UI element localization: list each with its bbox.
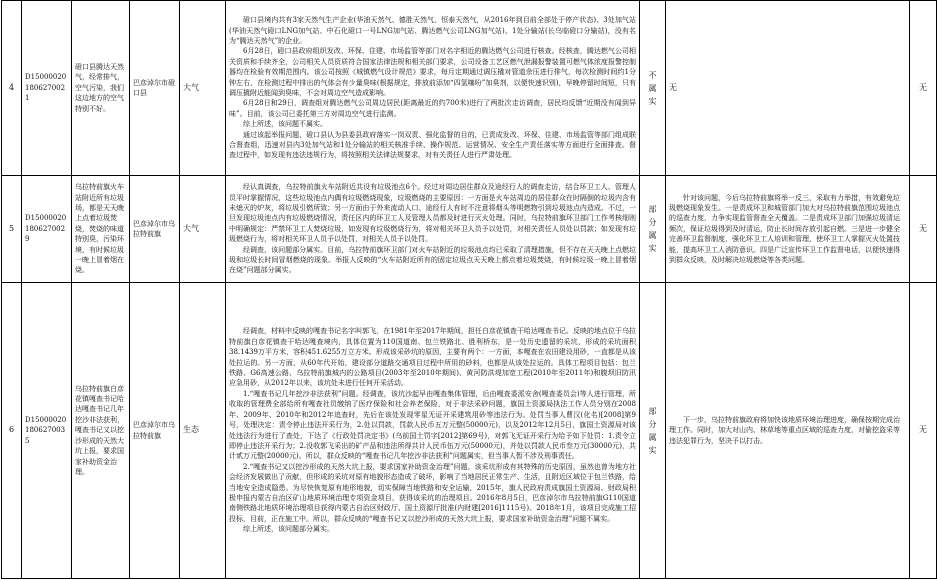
verdict-text: 不属实 [648,70,657,106]
detail-paragraph: 6月28日，磴口县政府组织发改、环保、住建、市场监管等部门对名字相近的腾达燃气公司进行核查。经核查，腾达燃气公司相关资质和手续齐全，公司相关人员资质符合国家法律法规和相关部门要求，公司设备工艺区燃气泄漏报警装置可燃气体浓度报警控制器均在检验有效期范围内。该公司按照《城镇燃气设计规范》要求，每月定期通过调压撬对管道余压进行排气，每次检测时间约1分钟左右，在检测过程中排出的气体会有少量臭味(根据规定，排放前添加“四氢噻吩”加臭剂，以便快速识别)，早晚停留时间短，只有调压撬附近能闻到臭味，不会对周边空气造成影响。 [229,47,636,97]
region: 巴彦淖尔市乌拉特前旗 [130,176,180,283]
pollution-type: 大气 [180,176,226,283]
pollution-type: 大气 [180,1,226,176]
issue-text: 磴口县腾达天然气，经常排气，空气污染，我们这边地方的空气特别不好。 [72,1,130,176]
case-id: D150000201806270029 [22,176,72,283]
issue-text: 乌拉特前旗白彦花镇嘎查书记哈达嘎查书记几年挖沙非法获利，嘎查书记又以挖沙形成的天然大坑上报，要求国家补助资金治理。 [72,283,130,579]
detail-paragraph: 经认真调查，乌拉特前旗火车站附近共设有垃圾池点6个。经过对周边居住群众及途经行人的调查走访，结合环卫工人、管理人员平时掌握情况，这些垃圾池点内偶有垃圾燃烧现象，垃圾燃烧的主要原因：一方面是火车站周边的居住群众在时隔倒的垃圾内含有未熄灭的炉灰，将垃圾引燃所致；另一方面由于外来流动人口、途经行人有时不注意将烟头等明燃物引到垃圾池点内造成。不过，一旦发现垃圾池点内有垃圾燃烧情况，责任区内的环卫工人及管理人员都及时进行灭火处理。同时，乌拉特前旗环卫部门工作考核细则中明确规定：严禁环卫工人焚烧垃圾，如发现有垃圾燃烧行为，将对相关环卫人员予以处罚，对相关责任人员处以罚款；如发现有垃圾燃烧行为，将对相关环卫人员予以处罚，对相关人员予以处罚。 [229,183,636,244]
detail-paragraph: 综上所述，该问题部分属实。 [243,525,334,534]
pollution-type: 生态 [180,283,226,579]
issue-text: 乌拉特前旗火车站附近所有垃圾场，都是天天晚上点着垃圾焚烧，焚烧的味道特别臭，污染环境，有时候垃圾一晚上冒着烟在烧。 [72,176,130,283]
investigation-detail [226,176,640,283]
remark: 无 [910,283,937,579]
verdict [640,283,666,579]
detail-paragraph: 磴口县境内共有3家天然气生产企业(华油天然气、德胜天然气、恒泰天然气，从2016年到目前全部处于停产状态)、3处加气站(华油天然气磴口LNG加气站、中石化磴口一号LNG加气站、腾达燃气公司LNG加气站)、1处分输站(长乌临磴口分输站)，没有名为“腾达天然气”的企业。 [229,16,636,45]
detail-paragraph: 6月28日和29日，调查组对腾达燃气公司周边居民(距离最近的约700米)进行了两批次走访调查，居民均反馈“近期没有闻到异味”。目前，该公司已委托第三方对周边空气进行监测。 [229,99,636,118]
detail-paragraph: 2.“嘎查书记又以挖沙形成的天然大坑上报，要求国家补助资金治理”问题。该采坑形成有其特殊的历史原因，虽然也曾为地方社会经济发展做出了贡献，但形成的采坑对原有地貌形态造成了破坏，影响了当地居民正常生产、生活，且附近区域位于包兰铁路，给当地安全造成隐患。为尽快恢复原有地形地貌，切实保障当地铁路和安全运输，2015年，旗人民政府责成旗国土资源局、财政局积极申报内蒙古自治区矿山地质环境治理专项资金项目，获得该采坑的治理项目。2016年8月5日，巴彦淖尔市乌拉特前旗G110国道南侧铁路北地质环境治理项目获得内蒙古自治区财政厅、国土资源厅批准(内财建[2016]1115号)。2018年1月，该项目完成施工招投标，目前，正在施工中。所以，群众反映的“嘎查书记又以挖沙形成的天然大坑上报，要求国家补助资金治理”问题不属实。 [229,462,636,523]
remark: 无 [910,1,937,176]
row-index: 6 [2,283,22,579]
region: 巴彦淖尔市乌拉特前旗 [130,283,180,579]
verdict [640,1,666,176]
action-taken [666,176,910,283]
case-id: D150000201806270035 [22,283,72,579]
action-paragraph: 下一步，乌拉特前旗政府将加快该地质环境治理进度，确保按期完成治理工作。同时，加大对山内、林草地等重点区域的巡查力度，对偷挖盗采等违法犯罪行为，坚决予以打击。 [669,415,900,445]
investigation-detail [226,283,640,579]
complaint-table [1,0,937,579]
case-id: D150000201806270021 [22,1,72,176]
investigation-detail [226,1,640,176]
verdict-text: 部分属实 [648,205,657,253]
table-row [2,176,937,283]
table-row [2,283,937,579]
detail-paragraph: 1.“嘎查书记几年挖沙非法获利”问题。经调查，该坑沙起早由嘎查集体管理，后由嘎查委派安舍(嘎查委员会)等人进行管理，所收取的管理费全部给所有嘎查社员缴纳了医疗保险和社会养老保险，对于非法采砂问题，旗国土资源局执法工作人员分别在2008年、2009年、2010年和2012年追查时，先后在该处发现零星无证开采建筑用砂等违法行为。处罚当事人曹汉(化名)[2008]第9号，处理决定：责令停止违法开采行为，2.处以罚款，罚款人民币五万元整(50000元)，以及2012年12月5日，旗国土资源局对该处违法行为进行了查处，下达了《行政处罚决定书》(乌前国土罚字[2012]第69号)，对郭飞无证开采行为给予如下处罚：1.责令立即停止违法开采行为；2.没收郭飞采出的矿产品和违法所得共计人民币伍万元(50000元)，并处以罚款人民币叁万元(30000元)，共计贰万元整(20000元)。所以，群众反映的“嘎查书记几年挖沙非法获利”问题属实，但当事人暂不涉及刑事责任。 [229,389,636,461]
verdict-text: 部分属实 [648,406,657,455]
detail-paragraph: 通过该起举报问题，磴口县认为县委县政府落实一岗双责、强化监督的目的，已责成发改、环保、住建、市场监管等部门组成联合督查组，迅速对县内3处加气站和1处分输站的相关核准手续、操作规范、运营情况、安全生产责任落实等方面进行全面排查。督查过程中，如发现有违法违规行为，将按照相关法律法规要求，对有关责任人进行严肃处理。 [229,130,636,160]
action-taken: 无 [666,1,910,176]
detail-paragraph: 经调查，该问题部分属实。目前，乌拉特前旗环卫部门对火车站附近的垃圾池点均已采取了清理措施，但不存在天天晚上点燃垃圾和垃圾长时间冒烟燃烧的现象。举报人反映的“火车站附近所有的固定垃圾点天天晚上都点着垃圾焚烧，有时候垃圾一晚上冒着烟在烧”问题部分属实。 [229,245,636,275]
region: 巴彦淖尔市磴口县 [130,1,180,176]
row-index: 4 [2,1,22,176]
verdict [640,176,666,283]
action-paragraph: 针对该问题，今后乌拉特前旗将举一反三，采取有力举措，有效避免垃圾燃烧现象发生。一是责成环卫和城管部门加大对乌拉特前旗范围垃圾池点的巡查力度，力争实现监管督查全天覆盖。二是责成环卫部门加强垃圾清运频次，保证垃圾得到及时清运，防止长时间存放引起自燃。三是进一步健全完善环卫监督制度，强化环卫工人培训和管理，使环卫工人掌握灭火处置技能，提高环卫工人消防意识。四是广泛宣传环卫工作监督电话，以便快速得到群众反映，及时解决垃圾燃烧等各类问题。 [669,193,900,265]
remark: 无 [910,176,937,283]
detail-paragraph: 经调查，材料中反映的嘎查书记名字叫郭飞，在1981年至2017年期间，担任白彦花镇查干哈达嘎查书记。反映的地点位于乌拉特前旗白彦花镇查干哈达嘎查境内，具体位置为110国道南、包兰铁路北、胜利桥东，是一处历史遗留的采坑，形成的采坑面积38.1439万平方米，容积451.6255万立方米。形成该采砂坑的原因，主要有两个：一方面，本嘎查在农田建设用砂，一直都是从该处拉运的。另一方面，从60年代开始，建设部分道路交通项目过程中所用的砂料，也都是从该处拉运的。具体工程项目包括：包兰铁路、G6高速公路、乌拉特前旗城内的公路项目(2003年至2010年期间)、黄河防洪堤加宽工程(2010年至2011年)和腹坝旧防汛应急用砂，从2012年以来，该坑处未进行任何开采活动。 [229,327,636,388]
action-taken [666,283,910,579]
detail-paragraph: 综上所述，该问题不属实。 [243,120,327,129]
row-index: 5 [2,176,22,283]
table-row [2,1,937,176]
